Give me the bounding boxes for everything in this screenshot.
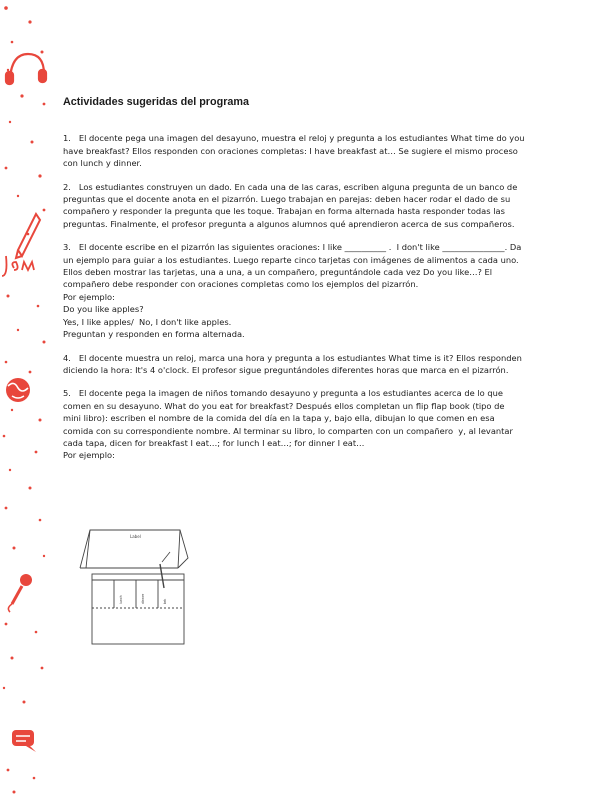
activity-5-example [63, 449, 525, 461]
activity-2 [63, 181, 525, 231]
example-line: Preguntan y responden en forma alternada. [63, 329, 245, 340]
pencil-icon [16, 214, 40, 258]
activity-body: El docente pega la imagen de niños tomando desayuno y pregunta a los estudiantes acerca de lo que comen en su desayuno. What do you eat for breakfast? Después ellos completan un flip flap book (tipo de mini libro): escriben el nombre de la comida del día en la tapa y, bajo ella, dibujan lo que comen en esa comida con su correspondiente nombre. Al terminar su libro, lo comparten con un compañero y, al levantar cada tapa, dicen for breakfast I eat…; for lunch I eat…; for dinner I eat… [63, 388, 516, 448]
jam-doodle-icon [2, 256, 34, 276]
book-page [92, 574, 184, 644]
example-line: Por ejemplo: [63, 450, 115, 461]
flap-label: lunch [119, 595, 123, 604]
headphones-icon [6, 54, 46, 84]
activity-body: El docente escribe en el pizarrón las siguientes oraciones: I like __________ . I don't like _______________. Da un ejemplo para guiar a los estudiantes. Luego reparte cinco tarjetas con imágenes de alimentos a cada uno. Ellos deben mostrar las tarjetas, una a una, a un compañero, preguntándole cada vez Do you like…? El compañero debe responder con oraciones completas como los ejemplos del pizarrón. [63, 242, 524, 290]
activity-body: El docente pega una imagen del desayuno, muestra el reloj y pregunta a los estudiantes What time do you have breakfast? Ellos responden con oraciones completas: I have breakfast at… Se sugiere el mismo proceso con lunch y dinner. [63, 133, 528, 169]
margin-decoration [0, 0, 58, 800]
globe-icon [6, 378, 30, 402]
example-line: Do you like apples? [63, 304, 144, 315]
page-title: Actividades sugeridas del programa [63, 96, 250, 108]
microphone-icon [8, 574, 32, 612]
activity-body: El docente muestra un reloj, marca una hora y pregunta a los estudiantes What time is it? Ellos responden diciendo la hora: It's 4 o'clock. El profesor sigue preguntándoles diferentes horas que marca en el pizarrón. [63, 352, 525, 375]
activity-3 [63, 241, 525, 340]
activity-4 [63, 352, 525, 377]
activity-number: 1. [63, 133, 71, 144]
activity-3-example [63, 291, 525, 341]
flap-label: brk [163, 598, 167, 604]
activity-2-text [63, 181, 525, 231]
speech-bubble-icon [12, 730, 36, 752]
document-body [63, 96, 528, 473]
example-line: Por ejemplo: [63, 291, 115, 302]
activity-4-text [63, 352, 525, 377]
example-line: Yes, I like apples/ No, I don't like apples. [63, 316, 232, 327]
activity-3-text [63, 241, 525, 291]
activity-1 [63, 132, 528, 169]
activity-5-text [63, 387, 525, 449]
activity-number: 4. [63, 352, 71, 363]
flap-label: dinner [141, 593, 145, 604]
activity-number: 3. [63, 242, 71, 253]
activity-5 [63, 387, 525, 461]
activity-1-text [63, 132, 528, 169]
cover-label: Label [130, 534, 141, 539]
activity-number: 2. [63, 181, 71, 192]
activity-body: Los estudiantes construyen un dado. En cada una de las caras, escriben alguna pregunta de un banco de preguntas que el docente anota en el pizarrón. Luego trabajan en parejas: deben hacer rodar el dado de su compañero y responder la pregunta que les toque. Trabajan en forma alternada hasta responder todas las preguntas. Finalmente, el profesor pregunta a algunos alumnos qué aprendieron acerca de sus compañeros. [63, 181, 520, 229]
activity-number: 5. [63, 388, 71, 399]
flip-flap-book-figure [78, 528, 193, 648]
